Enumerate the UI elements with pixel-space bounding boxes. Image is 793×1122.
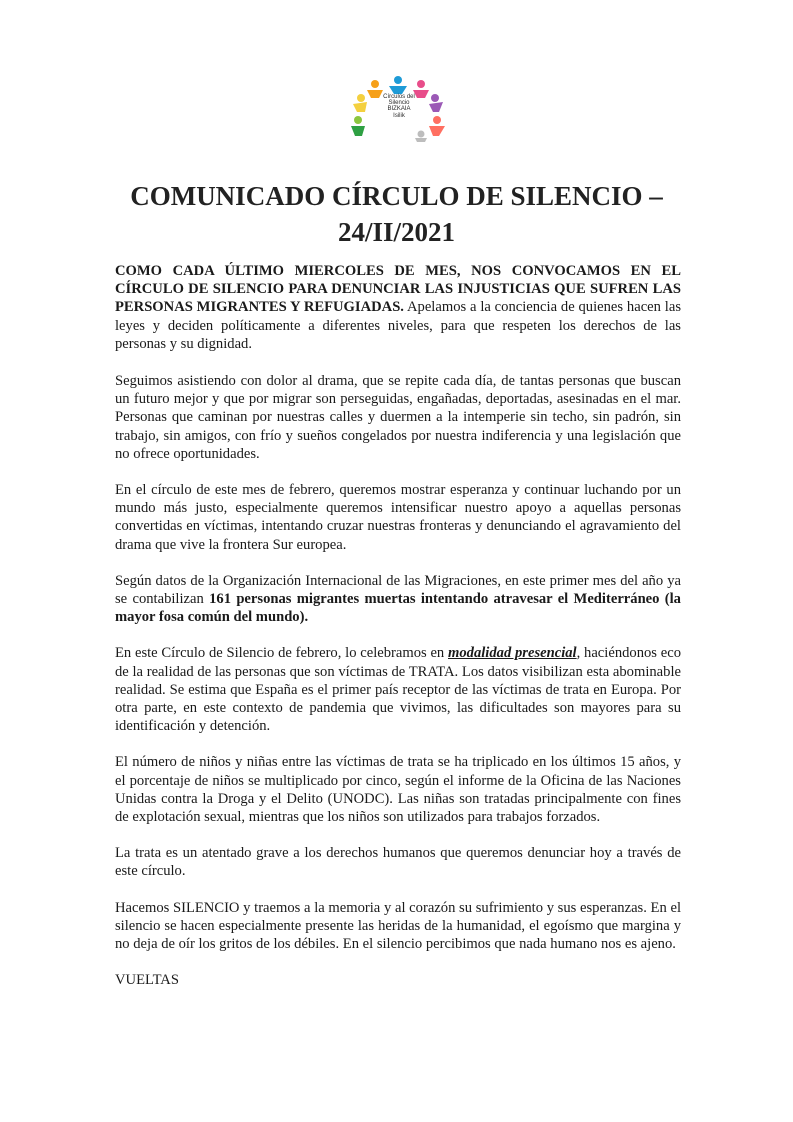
logo-line: Círculos del: [383, 94, 415, 100]
paragraph-trata: [115, 644, 681, 735]
statistics-text: Según datos de la Organización Internacional de las Migraciones, en este primer mes del año ya se contabilizan: [115, 572, 681, 608]
title-part: C: [130, 181, 150, 211]
logo-line: Isilik: [393, 112, 405, 119]
paragraph: Hacemos SILENCIO y traemos a la memoria y al corazón su sufrimiento y sus esperanzas. En el silencio se hacen especialmente presente las heridas de la humanidad, el egoísmo que margina y no deja de oír los gritos de los débiles. En el silencio percibimos que nada humano nos es ajeno.: [115, 899, 681, 953]
trata-text: , haciéndonos eco de la realidad de las personas que son víctimas de TRATA. Los datos visibilizan esta abominable realidad. Se estima que España es el primer país receptor de las víctimas de trata en Europa. Por otra parte, en este contexto de pandemia que vivimos, las dificultades son mayores para su identificación y detención.: [115, 645, 681, 735]
statistics-bold-text: 161 personas migrantes muertas intentando atravesar el Mediterráneo (la mayor fosa común del mundo).: [115, 591, 681, 626]
title-part: ÍRCULO DE: [351, 181, 511, 211]
title-part: ILENCIO –: [525, 181, 663, 211]
logo-line: Silencio: [388, 100, 410, 107]
title-line-2: 24/II/2021: [337, 217, 456, 247]
document-body: [115, 262, 681, 1008]
paragraph-statistics: [115, 572, 681, 627]
logo-line: BIZKAIA: [387, 106, 411, 113]
intro-bold-text: COMO CADA ÚLTIMO MIERCOLES DE MES, NOS CONVOCAMOS EN EL CÍRCULO DE SILENCIO PARA DENUNCIAR LAS INJUSTICIAS QUE SUFREN LAS PERSONAS MIGRANTES Y REFUGIADAS.: [115, 263, 681, 316]
title-part: S: [510, 181, 526, 211]
paragraph-closing: VUELTAS: [115, 972, 179, 989]
paragraph: La trata es un atentado grave a los derechos humanos que queremos denunciar hoy a través de este círculo.: [115, 845, 681, 880]
circulos-silencio-logo: [349, 76, 447, 142]
title-part: OMUNICADO: [149, 181, 332, 211]
paragraph: En el círculo de este mes de febrero, queremos mostrar esperanza y continuar luchando por un mundo más justo, especialmente queremos intensificar nuestro apoyo a aquellas personas convertidas en víctimas, intentando cruzar nuestras fronteras y denunciando el agravamiento del drama que vive la frontera Sur europea.: [115, 482, 681, 553]
paragraph-intro: [115, 262, 681, 353]
title-part: C: [331, 181, 352, 211]
logo-caption: [375, 94, 423, 119]
modalidad-emphasis: modalidad presencial: [448, 645, 577, 662]
title-line-1: [100, 178, 693, 214]
trata-text: En este Círculo de Silencio de febrero, lo celebramos en: [115, 645, 448, 662]
paragraph: El número de niños y niñas entre las víctimas de trata se ha triplicado en los últimos 15 años, y el porcentaje de niños se multiplicado por cinco, según el informe de la Oficina de las Naciones Unidas contra la Droga y el Delito (UNODC). Las niñas son tratadas principalmente con fines de explotación sexual, mientras que los niños son utilizados para trabajos forzados.: [115, 754, 681, 826]
document-title: [100, 178, 693, 250]
paragraph: Seguimos asistiendo con dolor al drama, que se repite cada día, de tantas personas que buscan un futuro mejor y que por migrar son perseguidas, engañadas, deportadas, asesinadas en el mar. Personas que caminan por nuestras calles y duermen a la intemperie sin techo, sin padrón, sin trabajo, sin amigos, con frío y sueños congelados por nuestra indiferencia y una legislación que no ofrece oportunidades.: [115, 373, 681, 462]
intro-text: Apelamos a la conciencia de quienes hacen las leyes y deciden políticamente a diferentes niveles, para que respeten los derechos de las personas y su dignidad.: [115, 299, 681, 352]
